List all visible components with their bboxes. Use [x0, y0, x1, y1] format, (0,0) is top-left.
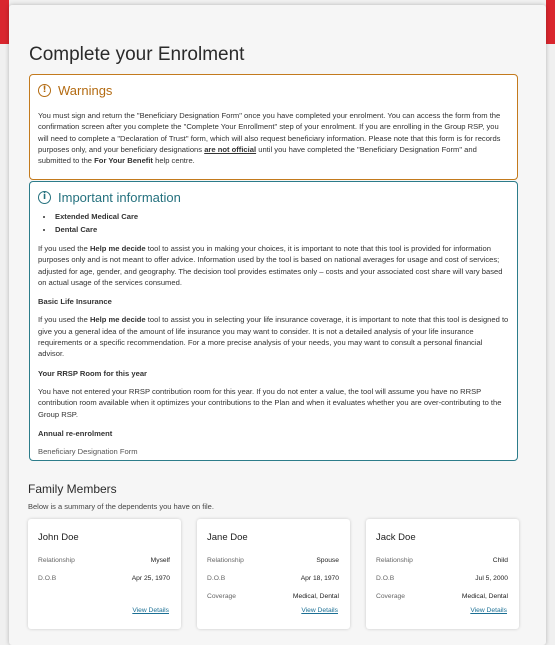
member-name: Jack Doe [376, 532, 416, 543]
info-circle-icon: i [38, 191, 51, 204]
field-label: D.O.B [207, 575, 226, 582]
field-value: Apr 18, 1970 [300, 575, 339, 582]
info-body [30, 211, 517, 457]
field-value: Medical, Dental [461, 593, 508, 600]
dob-row [38, 575, 170, 582]
dob-row [376, 575, 508, 582]
field-label: Relationship [376, 557, 413, 564]
view-details-link[interactable]: View Details [301, 607, 338, 614]
enrolment-dialog [9, 5, 546, 645]
tool-name: Help me decide [89, 244, 146, 253]
warnings-heading: Warnings [58, 83, 113, 98]
warnings-text [30, 110, 517, 166]
relationship-row [38, 557, 170, 564]
field-value: Apr 25, 1970 [131, 575, 170, 582]
section-heading: Basic Life Insurance [38, 297, 112, 307]
field-label: Relationship [207, 557, 244, 564]
header-accent-left [0, 0, 9, 44]
warnings-text-part: help centre. [155, 156, 195, 166]
coverage-list [38, 211, 509, 236]
view-details-link[interactable]: View Details [132, 607, 169, 614]
text: tool to assist you in making your choices, it is important to note that this tool is provided for information purposes only and is not meant to offer advice. Information used by the tool is based on national averages for usage and cost of services; adjusted for age, gender, and geography. The decision tool provides estimates only – costs and your associated cost share will vary based on actual usage of the services consumed. [38, 244, 503, 287]
section-heading: Annual re-enrolment [38, 428, 113, 438]
warnings-text-part: until you have completed the "Beneficiary Designation Form" and submitted to the [38, 144, 477, 166]
coverage-row [376, 593, 508, 600]
family-member-card [28, 519, 181, 629]
member-name: John Doe [38, 532, 79, 543]
info-header [30, 182, 517, 205]
coverage-row [207, 593, 339, 600]
field-label: Relationship [38, 557, 75, 564]
family-member-card [197, 519, 350, 629]
re-enrolment-note: Beneficiary Designation Form [38, 447, 138, 457]
info-heading: Important information [58, 190, 181, 205]
text: If you used the [38, 315, 88, 325]
text: tool to assist you in selecting your life insurance coverage, it is important to note that this tool is designed to give you a general idea of the amount of life insurance you may want to consider. It is not a detailed analysis of your life insurance requirements or a specific recommendation. For a more precise analysis of your needs, you may want to consult a personal financial advisor. [38, 315, 509, 359]
field-value: Myself [150, 557, 170, 564]
tool-name: Help me decide [89, 315, 146, 325]
header-accent-right [546, 0, 555, 44]
relationship-row [207, 557, 339, 564]
warnings-panel [29, 74, 518, 180]
warnings-text-part: You must sign and return the "Beneficiary Designation Form" once you have completed your enrolment. You can access the form from the confirmation screen after you complete the "Complete Your Enrollment" step of your enrolment. If you are enrolling in the Group RSP, you will need to complete a "Declaration of Trust" form, which will also request beneficiary information. Please note that this form is for records purposes only, and your beneficiary designations [38, 111, 501, 154]
family-members-title: Family Members [28, 482, 117, 496]
field-value: Spouse [316, 557, 339, 564]
field-label: Coverage [376, 593, 405, 600]
life-insurance-note [38, 314, 509, 359]
dob-row [207, 575, 339, 582]
exclamation-circle-icon: ! [38, 84, 51, 97]
text: If you used the [38, 244, 88, 253]
list-item: • Extended Medical Care [54, 211, 509, 224]
field-label: Coverage [207, 593, 236, 600]
section-heading: Your RRSP Room for this year [38, 368, 148, 378]
list-item: • Dental Care [54, 224, 509, 237]
family-member-card [366, 519, 519, 629]
field-label: D.O.B [376, 575, 395, 582]
field-value: Child [492, 557, 508, 564]
page-title: Complete your Enrolment [29, 44, 245, 65]
member-name: Jane Doe [207, 532, 248, 543]
relationship-row [376, 557, 508, 564]
family-members-subtitle: Below is a summary of the dependents you have on file. [28, 502, 214, 511]
important-info-panel [29, 181, 518, 461]
view-details-link[interactable]: View Details [470, 607, 507, 614]
brand-name: For Your Benefit [94, 156, 153, 166]
field-value: Medical, Dental [292, 593, 339, 600]
field-value: Jul 5, 2000 [475, 575, 508, 582]
field-label: D.O.B [38, 575, 57, 582]
rrsp-note: You have not entered your RRSP contribution room for this year. If you do not enter a value, the tool will assume you have no RRSP contribution room available when it optimizes your contributions to the Plan and when it evaluates whether you are over-contributing to the Group RSP. [38, 386, 502, 419]
help-me-decide-note [38, 243, 509, 288]
warnings-header [30, 75, 517, 98]
warnings-emphasis: are not official [204, 144, 257, 154]
